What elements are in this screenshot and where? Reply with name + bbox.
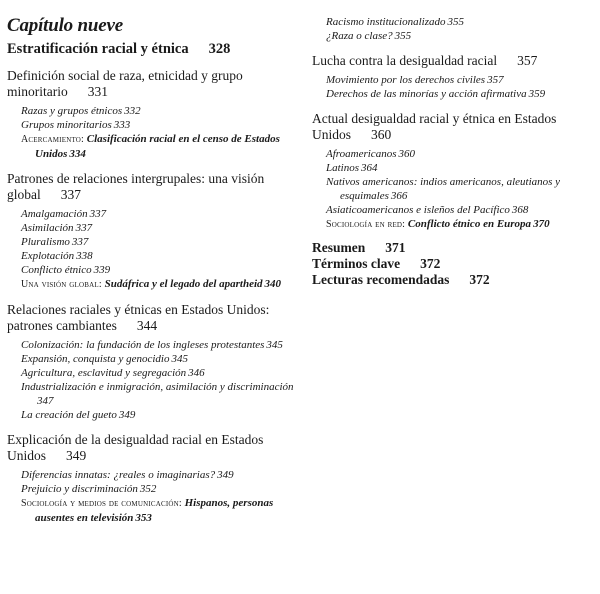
end-matter-page: 371 [385, 240, 406, 255]
subsection-list [21, 338, 297, 422]
subsection-entry [326, 87, 597, 101]
subsection-title: Nativos americanos: indios americanos, aleutianos y esquimales [326, 176, 561, 202]
end-matter [312, 240, 597, 288]
end-matter-title: Términos clave [312, 256, 401, 271]
subsection-title: Agricultura, esclavitud y segregación [21, 367, 187, 379]
subsection-title: Industrialización e inmigración, asimilación y discriminación [21, 381, 294, 393]
section-page: 349 [66, 448, 87, 463]
feature-title: Conflicto étnico en Europa [407, 218, 532, 230]
subsection-page: 347 [37, 395, 54, 407]
section-entry [7, 302, 297, 422]
continued-subsections [326, 15, 597, 43]
subsection-page: 355 [447, 16, 464, 28]
subsection-title: Latinos [326, 162, 360, 174]
end-matter-title: Lecturas recomendadas [312, 272, 450, 287]
subsection-page: 339 [93, 264, 111, 276]
subsection-page: 366 [390, 190, 408, 202]
subsection-title: Explotación [21, 250, 75, 262]
right-sections [312, 53, 597, 232]
feature-label: Acercamiento: [21, 134, 85, 145]
subsection-page: 345 [266, 339, 283, 351]
subsection-title: Prejuicio y discriminación [21, 483, 138, 495]
subsection-title: Afroamericanos [326, 148, 397, 160]
subsection-page: 349 [118, 409, 136, 421]
section-entry [7, 171, 297, 292]
subsection-page: 368 [511, 204, 529, 216]
subsection-entry [21, 235, 297, 249]
section-heading [7, 432, 297, 464]
section-page: 360 [371, 127, 392, 142]
feature-title: Clasificación racial en el censo de Estados Unidos [35, 133, 280, 160]
subsection-entry [21, 104, 297, 118]
subsection-title: Grupos minoritarios [21, 119, 112, 131]
section-title: Explicación de la desigualdad racial en Estados Unidos [7, 432, 264, 463]
subsection-entry [326, 147, 597, 161]
subsection-entry [21, 352, 297, 366]
subsection-list [326, 73, 597, 101]
toc-left-column [7, 0, 297, 525]
subsection-entry [326, 29, 597, 43]
feature-page: 340 [264, 278, 282, 290]
end-matter-entry [312, 272, 597, 288]
chapter-page: 328 [208, 41, 231, 57]
feature-label: Una visión global: [21, 279, 102, 290]
subsection-entry [21, 380, 297, 408]
subsection-page: 355 [394, 30, 412, 42]
feature-label: Sociología y medios de comunicación: [21, 498, 182, 509]
subsection-title: Diferencias innatas: ¿reales o imaginarias? [21, 469, 216, 481]
subsection-entry [21, 482, 297, 496]
feature-label: Sociología en red: [326, 219, 406, 230]
feature-entry [21, 132, 297, 161]
feature-title: Hispanos, personas ausentes en televisión [35, 497, 274, 524]
chapter-title [7, 40, 297, 58]
section-page: 331 [87, 84, 108, 99]
subsection-entry [21, 249, 297, 263]
section-title: Relaciones raciales y étnicas en Estados Unidos: patrones cambiantes [7, 302, 270, 333]
subsection-list [21, 468, 297, 525]
section-entry [312, 111, 597, 232]
subsection-entry [326, 73, 597, 87]
subsection-entry [21, 221, 297, 235]
end-matter-page: 372 [469, 272, 490, 287]
section-title: Actual desigualdad racial y étnica en Estados Unidos [312, 111, 557, 142]
subsection-page: 357 [487, 74, 504, 86]
section-page: 357 [517, 53, 538, 68]
toc-right-column [312, 0, 597, 288]
subsection-page: 345 [171, 353, 188, 365]
subsection-title: Racismo institucionalizado [326, 16, 446, 28]
subsection-page: 346 [188, 367, 205, 379]
section-page: 344 [136, 318, 158, 333]
feature-page: 334 [69, 148, 86, 160]
subsection-title: Pluralismo [21, 236, 70, 248]
subsection-entry [21, 366, 297, 380]
subsection-page: 337 [75, 222, 93, 234]
subsection-page: 338 [76, 250, 93, 262]
section-heading [7, 171, 297, 203]
subsection-page: 349 [217, 469, 234, 481]
subsection-page: 337 [89, 208, 107, 220]
feature-page: 370 [533, 218, 550, 230]
feature-title: Sudáfrica y el legado del apartheid [104, 278, 263, 290]
subsection-title: Asiaticoamericanos e isleños del Pacífico [326, 204, 510, 216]
subsection-title: Razas y grupos étnicos [21, 105, 123, 117]
section-page: 337 [60, 187, 81, 202]
section-entry [312, 53, 597, 101]
subsection-entry [21, 408, 297, 422]
subsection-entry [21, 263, 297, 277]
subsection-entry [21, 118, 297, 132]
subsection-entry [21, 468, 297, 482]
feature-page: 353 [135, 512, 152, 524]
section-heading [312, 111, 597, 143]
subsection-title: Derechos de las minorías y acción afirmativa [326, 88, 527, 100]
subsection-entry [21, 207, 297, 221]
subsection-page: 332 [124, 105, 141, 117]
section-title: Patrones de relaciones intergrupales: una visión global [7, 171, 265, 202]
subsection-title: Conflicto étnico [21, 264, 92, 276]
subsection-page: 333 [113, 119, 131, 131]
section-heading [7, 68, 297, 100]
subsection-entry [326, 15, 597, 29]
section-title: Definición social de raza, etnicidad y grupo minoritario [7, 68, 243, 99]
feature-entry [21, 277, 297, 292]
subsection-page: 337 [71, 236, 89, 248]
chapter-label: Capítulo nueve [7, 15, 123, 36]
end-matter-entry [312, 240, 597, 256]
section-entry [7, 432, 297, 525]
subsection-title: Movimiento por los derechos civiles [326, 74, 486, 86]
subsection-list [326, 147, 597, 232]
subsection-page: 364 [361, 162, 378, 174]
subsection-list [21, 104, 297, 161]
subsection-title: Colonización: la fundación de los ingleses protestantes [21, 339, 265, 351]
subsection-list [21, 207, 297, 292]
subsection-entry [326, 203, 597, 217]
subsection-entry [326, 175, 597, 203]
section-heading [312, 53, 597, 69]
chapter-title-text: Estratificación racial y étnica [7, 41, 189, 57]
subsection-entry [326, 161, 597, 175]
subsection-page: 352 [139, 483, 157, 495]
subsection-title: La creación del gueto [21, 409, 117, 421]
end-matter-title: Resumen [312, 240, 366, 255]
end-matter-page: 372 [420, 256, 441, 271]
feature-entry [21, 496, 297, 525]
subsection-page: 360 [398, 148, 415, 160]
subsection-title: Expansión, conquista y genocidio [21, 353, 170, 365]
subsection-title: ¿Raza o clase? [326, 30, 393, 42]
subsection-page: 359 [528, 88, 546, 100]
subsection-entry [21, 338, 297, 352]
feature-entry [326, 217, 597, 232]
left-sections [7, 68, 297, 525]
subsection-title: Asimilación [21, 222, 74, 234]
end-matter-entry [312, 256, 597, 272]
section-title: Lucha contra la desigualdad racial [312, 53, 498, 68]
section-entry [7, 68, 297, 161]
section-heading [7, 302, 297, 334]
subsection-title: Amalgamación [21, 208, 88, 220]
